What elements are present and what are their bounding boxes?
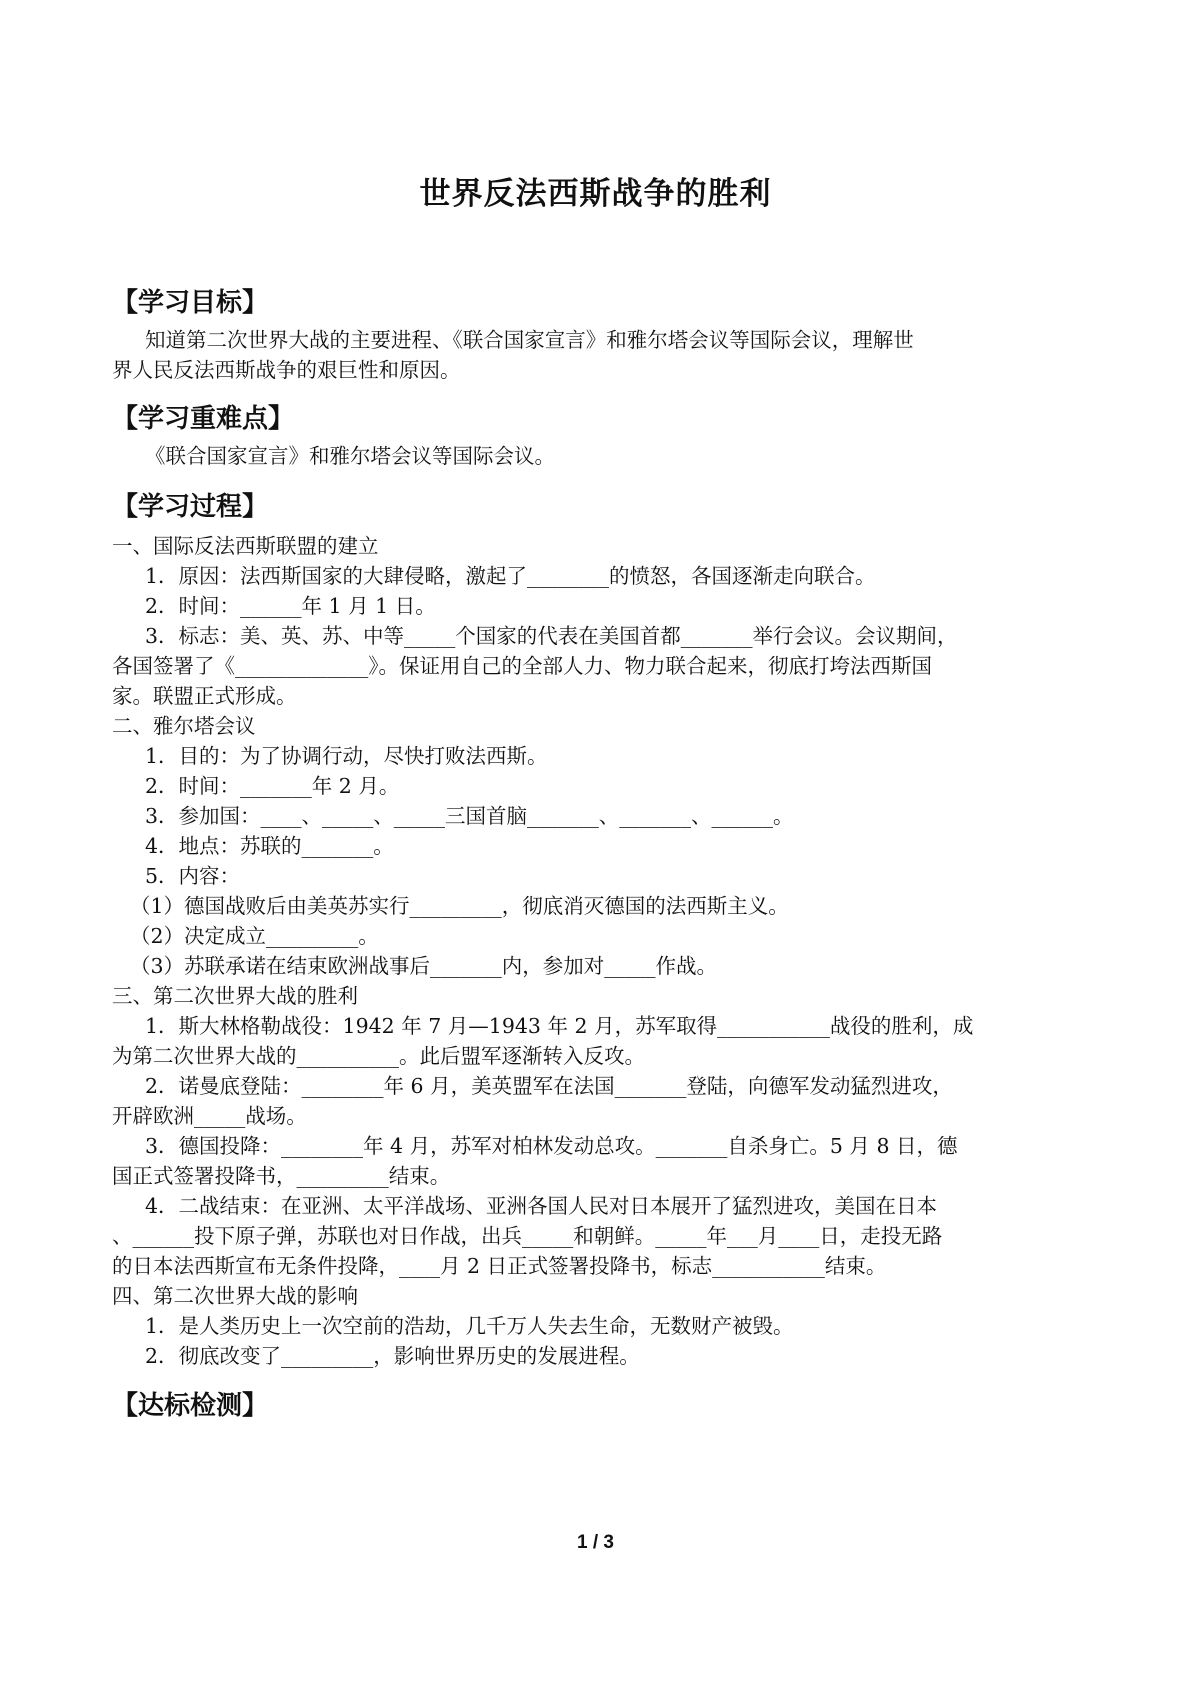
heading-process: 【学习过程】 — [112, 492, 269, 522]
process-line: 3．标志：美、英、苏、中等_____个国家的代表在美国首都_______举行会议。会议期间， — [145, 624, 958, 648]
process-line: （2）决定成立_________。 — [130, 924, 379, 948]
process-line: 1．原因：法西斯国家的大肆侵略，激起了________的愤怒，各国逐渐走向联合。 — [145, 564, 876, 588]
process-line: 5．内容： — [145, 864, 241, 888]
process-line: 为第二次世界大战的__________。此后盟军逐渐转入反攻。 — [112, 1044, 645, 1068]
process-line: 、______投下原子弹，苏联也对日作战，出兵_____和朝鲜。_____年___月____日，走投无路 — [112, 1224, 943, 1248]
process-line: 2．时间：______年 1 月 1 日。 — [145, 594, 436, 618]
heading-key-points: 【学习重难点】 — [112, 404, 295, 434]
page-title: 世界反法西斯战争的胜利 — [419, 176, 772, 212]
heading-goals: 【学习目标】 — [112, 288, 269, 318]
process-line: 2．诺曼底登陆：________年 6 月，美英盟军在法国_______登陆，向德军发动猛烈进攻， — [145, 1074, 953, 1098]
process-line: 一、国际反法西斯联盟的建立 — [112, 534, 379, 558]
process-line: 1．是人类历史上一次空前的浩劫，几千万人失去生命，无数财产被毁。 — [145, 1314, 794, 1338]
process-line: 三、第二次世界大战的胜利 — [112, 984, 358, 1008]
heading-check: 【达标检测】 — [112, 1391, 269, 1421]
process-line: 各国签署了《_____________》。保证用自己的全部人力、物力联合起来，彻底打垮法西斯国 — [112, 654, 932, 678]
process-line: 3．参加国：____、_____、_____三国首脑_______、_______、______。 — [145, 804, 794, 828]
process-line: （1）德国战败后由美英苏实行_________，彻底消灭德国的法西斯主义。 — [130, 894, 789, 918]
page-number: 1 / 3 — [577, 1532, 614, 1553]
goals-line-1: 知道第二次世界大战的主要进程、《联合国家宣言》和雅尔塔会议等国际会议，理解世 — [145, 328, 914, 352]
process-line: 1．目的：为了协调行动，尽快打败法西斯。 — [145, 744, 548, 768]
key-points-line-1: 《联合国家宣言》和雅尔塔会议等国际会议。 — [145, 444, 555, 468]
process-line: 四、第二次世界大战的影响 — [112, 1284, 358, 1308]
process-line: 2．时间：_______年 2 月。 — [145, 774, 400, 798]
goals-line-2: 界人民反法西斯战争的艰巨性和原因。 — [112, 358, 461, 382]
process-line: 1．斯大林格勒战役：1942 年 7 月—1943 年 2 月，苏军取得___________战役的胜利，成 — [145, 1014, 974, 1038]
process-line: 2．彻底改变了_________，影响世界历史的发展进程。 — [145, 1344, 640, 1368]
process-line: 二、雅尔塔会议 — [112, 714, 256, 738]
process-line: 3．德国投降：________年 4 月，苏军对柏林发动总攻。_______自杀身亡。5 月 8 日，德 — [145, 1134, 958, 1158]
process-line: 的日本法西斯宣布无条件投降，____月 2 日正式签署投降书，标志___________结束。 — [112, 1254, 887, 1278]
process-line: （3）苏联承诺在结束欧洲战事后_______内，参加对_____作战。 — [130, 954, 718, 978]
process-line: 4．二战结束：在亚洲、太平洋战场、亚洲各国人民对日本展开了猛烈进攻，美国在日本 — [145, 1194, 938, 1218]
process-line: 国正式签署投降书，_________结束。 — [112, 1164, 451, 1188]
process-line: 家。联盟正式形成。 — [112, 684, 297, 708]
process-line: 4．地点：苏联的_______。 — [145, 834, 394, 858]
process-line: 开辟欧洲_____战场。 — [112, 1104, 307, 1128]
